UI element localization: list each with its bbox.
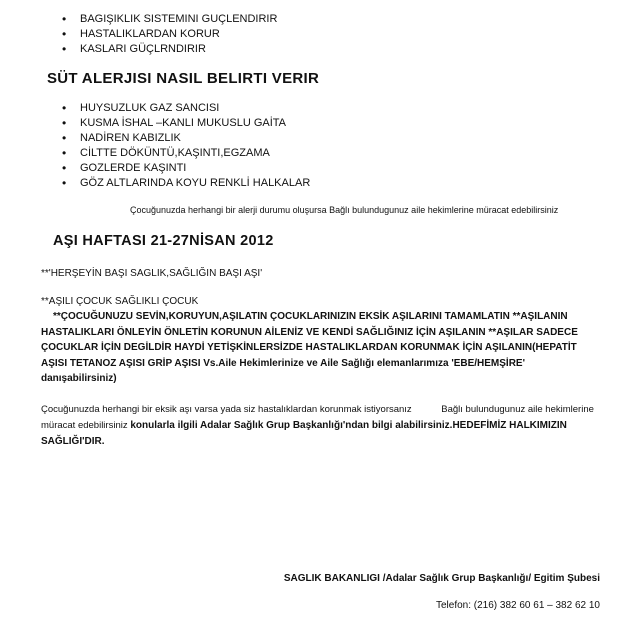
list-item: • HUYSUZLUK GAZ SANCISI: [62, 101, 310, 116]
list-item: • GOZLERDE KAŞINTI: [62, 161, 310, 176]
footer-phone: Telefon: (216) 382 60 61 – 382 62 10: [435, 600, 600, 611]
healthy-child-text: **AŞILI ÇOCUK SAĞLIKLI ÇOCUK: [41, 296, 199, 307]
allergy-note: Çocuğunuzda herhangi bir alerji durumu oluşursa Bağlı bulundugunuz aile hekimlerine müracat edebilirsiniz: [130, 205, 559, 215]
footer-org: SAGLIK BAKANLIGI /Adalar Sağlık Grup Başkanlığı/ Egitim Şubesi: [283, 573, 600, 584]
list-item: • CİLTTE DÖKÜNTÜ,KAŞINTI,EGZAMA: [62, 146, 310, 161]
benefits-list: [62, 12, 277, 57]
list-item: • HASTALIKLARDAN KORUR: [62, 27, 277, 42]
vaccine-heading: AŞI HAFTASI 21-27NİSAN 2012: [53, 233, 274, 249]
info-text-part2: Bağlı bulundugunuz aile hekimlerine müracat edebilirsiniz: [41, 404, 594, 431]
info-text-part3: konularla ilgili Adalar Sağlık Grup Başkanlığı'ndan bilgi alabilirsiniz.HEDEFİMİZ HALKIMIZIN SAĞLIĞI'DIR.: [41, 420, 567, 447]
symptoms-list: [62, 101, 310, 191]
list-item: • NADİREN KABIZLIK: [62, 131, 310, 146]
list-item: • KASLARI GÜÇLRNDIRIR: [62, 42, 277, 57]
list-item: • BAGIŞIKLIK SISTEMINI GUÇLENDIRIR: [62, 12, 277, 27]
list-item: • KUSMA İSHAL –KANLI MUKUSLU GAİTA: [62, 116, 310, 131]
slogan: **'HERŞEYİN BAŞI SAGLIK,SAĞLIĞIN BAŞI AŞI': [41, 268, 263, 279]
info-paragraph: [41, 402, 596, 450]
allergy-heading: SÜT ALERJISI NASIL BELIRTI VERIR: [47, 70, 320, 87]
info-text-part1: Çocuğunuzda herhangi bir eksik aşı varsa yada siz hastalıklardan korunmak istiyorsanız: [41, 404, 412, 415]
campaign-paragraph: **ÇOCUĞUNUZU SEVİN,KORUYUN,AŞILATIN ÇOCUKLARINIZIN EKSİK AŞILARINI TAMAMLATIN **AŞILANIN HASTALIKLARI ÖNLEYİN ÖNLETİN KORUNUN AİLENİZ VE KENDİ SAĞLIĞINIZ İÇİN AŞILANIN **AŞILAR SADECE ÇOCUKLAR İÇİN DEGİLDİR HAYDİ YETİŞKİNLERSİZDE HASTALIKLARDAN KORUNMAK İÇİN AŞILANIN(HEPATİT AŞISI TETANOZ AŞISI GRİP AŞISI Vs.Aile Hekimlerinize ve Aile Sağlığı elemanlarımıza 'EBE/HEMŞİRE' danışabilirsiniz): [41, 311, 578, 384]
list-item: • GÖZ ALTLARINDA KOYU RENKLİ HALKALAR: [62, 176, 310, 191]
